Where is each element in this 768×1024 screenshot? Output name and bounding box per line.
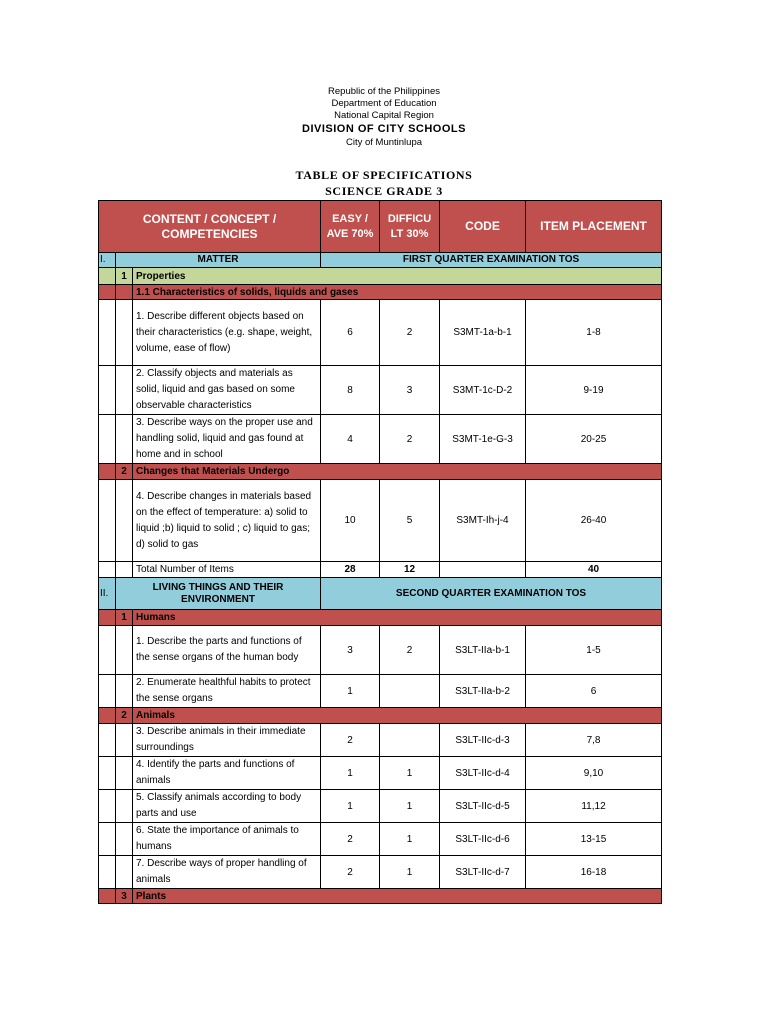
competency-code: S3MT-1c-D-2 <box>440 366 526 415</box>
section-exam-label: FIRST QUARTER EXAMINATION TOS <box>321 253 662 268</box>
competency-code: S3LT-IIa-b-1 <box>440 626 526 675</box>
easy-count: 10 <box>321 480 380 562</box>
table-row <box>99 757 662 790</box>
subsection-name: 1.1 Characteristics of solids, liquids and gases <box>133 285 662 300</box>
difficult-count <box>380 724 440 757</box>
table-row <box>99 675 662 708</box>
header-division: DIVISION OF CITY SCHOOLS <box>302 123 466 135</box>
easy-count: 8 <box>321 366 380 415</box>
subsection-number: 3 <box>116 889 133 904</box>
section-row-matter <box>99 253 662 268</box>
competency-code: S3LT-IIc-d-7 <box>440 856 526 889</box>
col-header-difficult: DIFFICU LT 30% <box>380 201 440 253</box>
section-exam-label: SECOND QUARTER EXAMINATION TOS <box>321 578 662 610</box>
total-row <box>99 562 662 578</box>
easy-count: 1 <box>321 675 380 708</box>
table-header-row <box>99 201 662 253</box>
table-row <box>99 415 662 464</box>
easy-count: 2 <box>321 856 380 889</box>
table-row <box>99 480 662 562</box>
competency-code: S3LT-IIa-b-2 <box>440 675 526 708</box>
easy-count: 1 <box>321 790 380 823</box>
table-row <box>99 626 662 675</box>
difficult-count: 1 <box>380 856 440 889</box>
easy-count: 6 <box>321 300 380 366</box>
subsection-number: 2 <box>116 464 133 480</box>
item-placement: 13-15 <box>526 823 662 856</box>
easy-count: 2 <box>321 724 380 757</box>
competency-text: 1. Describe different objects based on their characteristics (e.g. shape, weight, volume, ease of flow) <box>133 300 321 366</box>
header-city: City of Muntinlupa <box>345 137 423 148</box>
subsection-name: Humans <box>133 610 662 626</box>
competency-text: 1. Describe the parts and functions of the sense organs of the human body <box>133 626 321 675</box>
section-row-living-things <box>99 578 662 610</box>
item-placement: 11,12 <box>526 790 662 823</box>
competency-text: 2. Enumerate healthful habits to protect the sense organs <box>133 675 321 708</box>
competency-text: 4. Identify the parts and functions of animals <box>133 757 321 790</box>
subsection-number: 2 <box>116 708 133 724</box>
item-placement: 6 <box>526 675 662 708</box>
subsection-number: 1 <box>116 268 133 285</box>
difficult-count: 2 <box>380 415 440 464</box>
competency-text: 3. Describe animals in their immediate surroundings <box>133 724 321 757</box>
table-row <box>99 724 662 757</box>
subsection-row-animals <box>99 708 662 724</box>
table-row <box>99 790 662 823</box>
subsection-row-humans <box>99 610 662 626</box>
item-placement: 9-19 <box>526 366 662 415</box>
document-subtitle: SCIENCE GRADE 3 <box>325 184 443 198</box>
document-title: TABLE OF SPECIFICATIONS <box>295 168 473 182</box>
col-header-placement: ITEM PLACEMENT <box>526 201 662 253</box>
table-row <box>99 856 662 889</box>
header-line-department: Department of Education <box>331 98 437 109</box>
competency-text: 2. Classify objects and materials as solid, liquid and gas based on some observable characteristics <box>133 366 321 415</box>
easy-count: 4 <box>321 415 380 464</box>
difficult-count: 1 <box>380 757 440 790</box>
total-difficult: 12 <box>380 562 440 578</box>
section-roman: I. <box>99 253 116 268</box>
item-placement: 16-18 <box>526 856 662 889</box>
difficult-count: 5 <box>380 480 440 562</box>
subsection-row-plants <box>99 889 662 904</box>
subsection-name: Properties <box>133 268 662 285</box>
competency-text: 6. State the importance of animals to humans <box>133 823 321 856</box>
easy-count: 2 <box>321 823 380 856</box>
col-header-easy: EASY / AVE 70% <box>321 201 380 253</box>
col-header-code: CODE <box>440 201 526 253</box>
section-name: MATTER <box>116 253 321 268</box>
subsection-name: Animals <box>133 708 662 724</box>
subsection-number: 1 <box>116 610 133 626</box>
competency-code: S3LT-IIc-d-5 <box>440 790 526 823</box>
competency-text: 5. Classify animals according to body parts and use <box>133 790 321 823</box>
difficult-count: 1 <box>380 823 440 856</box>
item-placement: 1-8 <box>526 300 662 366</box>
competency-text: 7. Describe ways of proper handling of animals <box>133 856 321 889</box>
section-name: LIVING THINGS AND THEIR ENVIRONMENT <box>116 578 321 610</box>
total-label: Total Number of Items <box>133 562 321 578</box>
item-placement: 26-40 <box>526 480 662 562</box>
difficult-count <box>380 675 440 708</box>
competency-code: S3MT-Ih-j-4 <box>440 480 526 562</box>
difficult-count: 1 <box>380 790 440 823</box>
difficult-count: 3 <box>380 366 440 415</box>
header-line-region: National Capital Region <box>334 110 434 121</box>
subsection-row-properties <box>99 268 662 285</box>
competency-code: S3MT-1e-G-3 <box>440 415 526 464</box>
item-placement: 7,8 <box>526 724 662 757</box>
competency-code: S3LT-IIc-d-4 <box>440 757 526 790</box>
competency-code: S3LT-IIc-d-6 <box>440 823 526 856</box>
table-row <box>99 366 662 415</box>
competency-code: S3MT-1a-b-1 <box>440 300 526 366</box>
item-placement: 1-5 <box>526 626 662 675</box>
subsection-name: Plants <box>133 889 662 904</box>
total-easy: 28 <box>321 562 380 578</box>
easy-count: 3 <box>321 626 380 675</box>
item-placement: 20-25 <box>526 415 662 464</box>
subsection-name: Changes that Materials Undergo <box>133 464 662 480</box>
competency-text: 4. Describe changes in materials based on the effect of temperature: a) solid to liquid ;b) liquid to solid ; c) liquid to gas; d) solid to gas <box>133 480 321 562</box>
difficult-count: 2 <box>380 626 440 675</box>
difficult-count: 2 <box>380 300 440 366</box>
subsection-row-changes <box>99 464 662 480</box>
header-line-republic: Republic of the Philippines <box>328 86 440 97</box>
easy-count: 1 <box>321 757 380 790</box>
col-header-content: CONTENT / CONCEPT / COMPETENCIES <box>99 201 321 253</box>
section-roman: II. <box>99 578 116 610</box>
competency-text: 3. Describe ways on the proper use and handling solid, liquid and gas found at home and in school <box>133 415 321 464</box>
specifications-table <box>98 200 662 904</box>
total-items: 40 <box>526 562 662 578</box>
item-placement: 9,10 <box>526 757 662 790</box>
table-row <box>99 823 662 856</box>
competency-code: S3LT-IIc-d-3 <box>440 724 526 757</box>
table-row <box>99 300 662 366</box>
subsection-row-characteristics <box>99 285 662 300</box>
